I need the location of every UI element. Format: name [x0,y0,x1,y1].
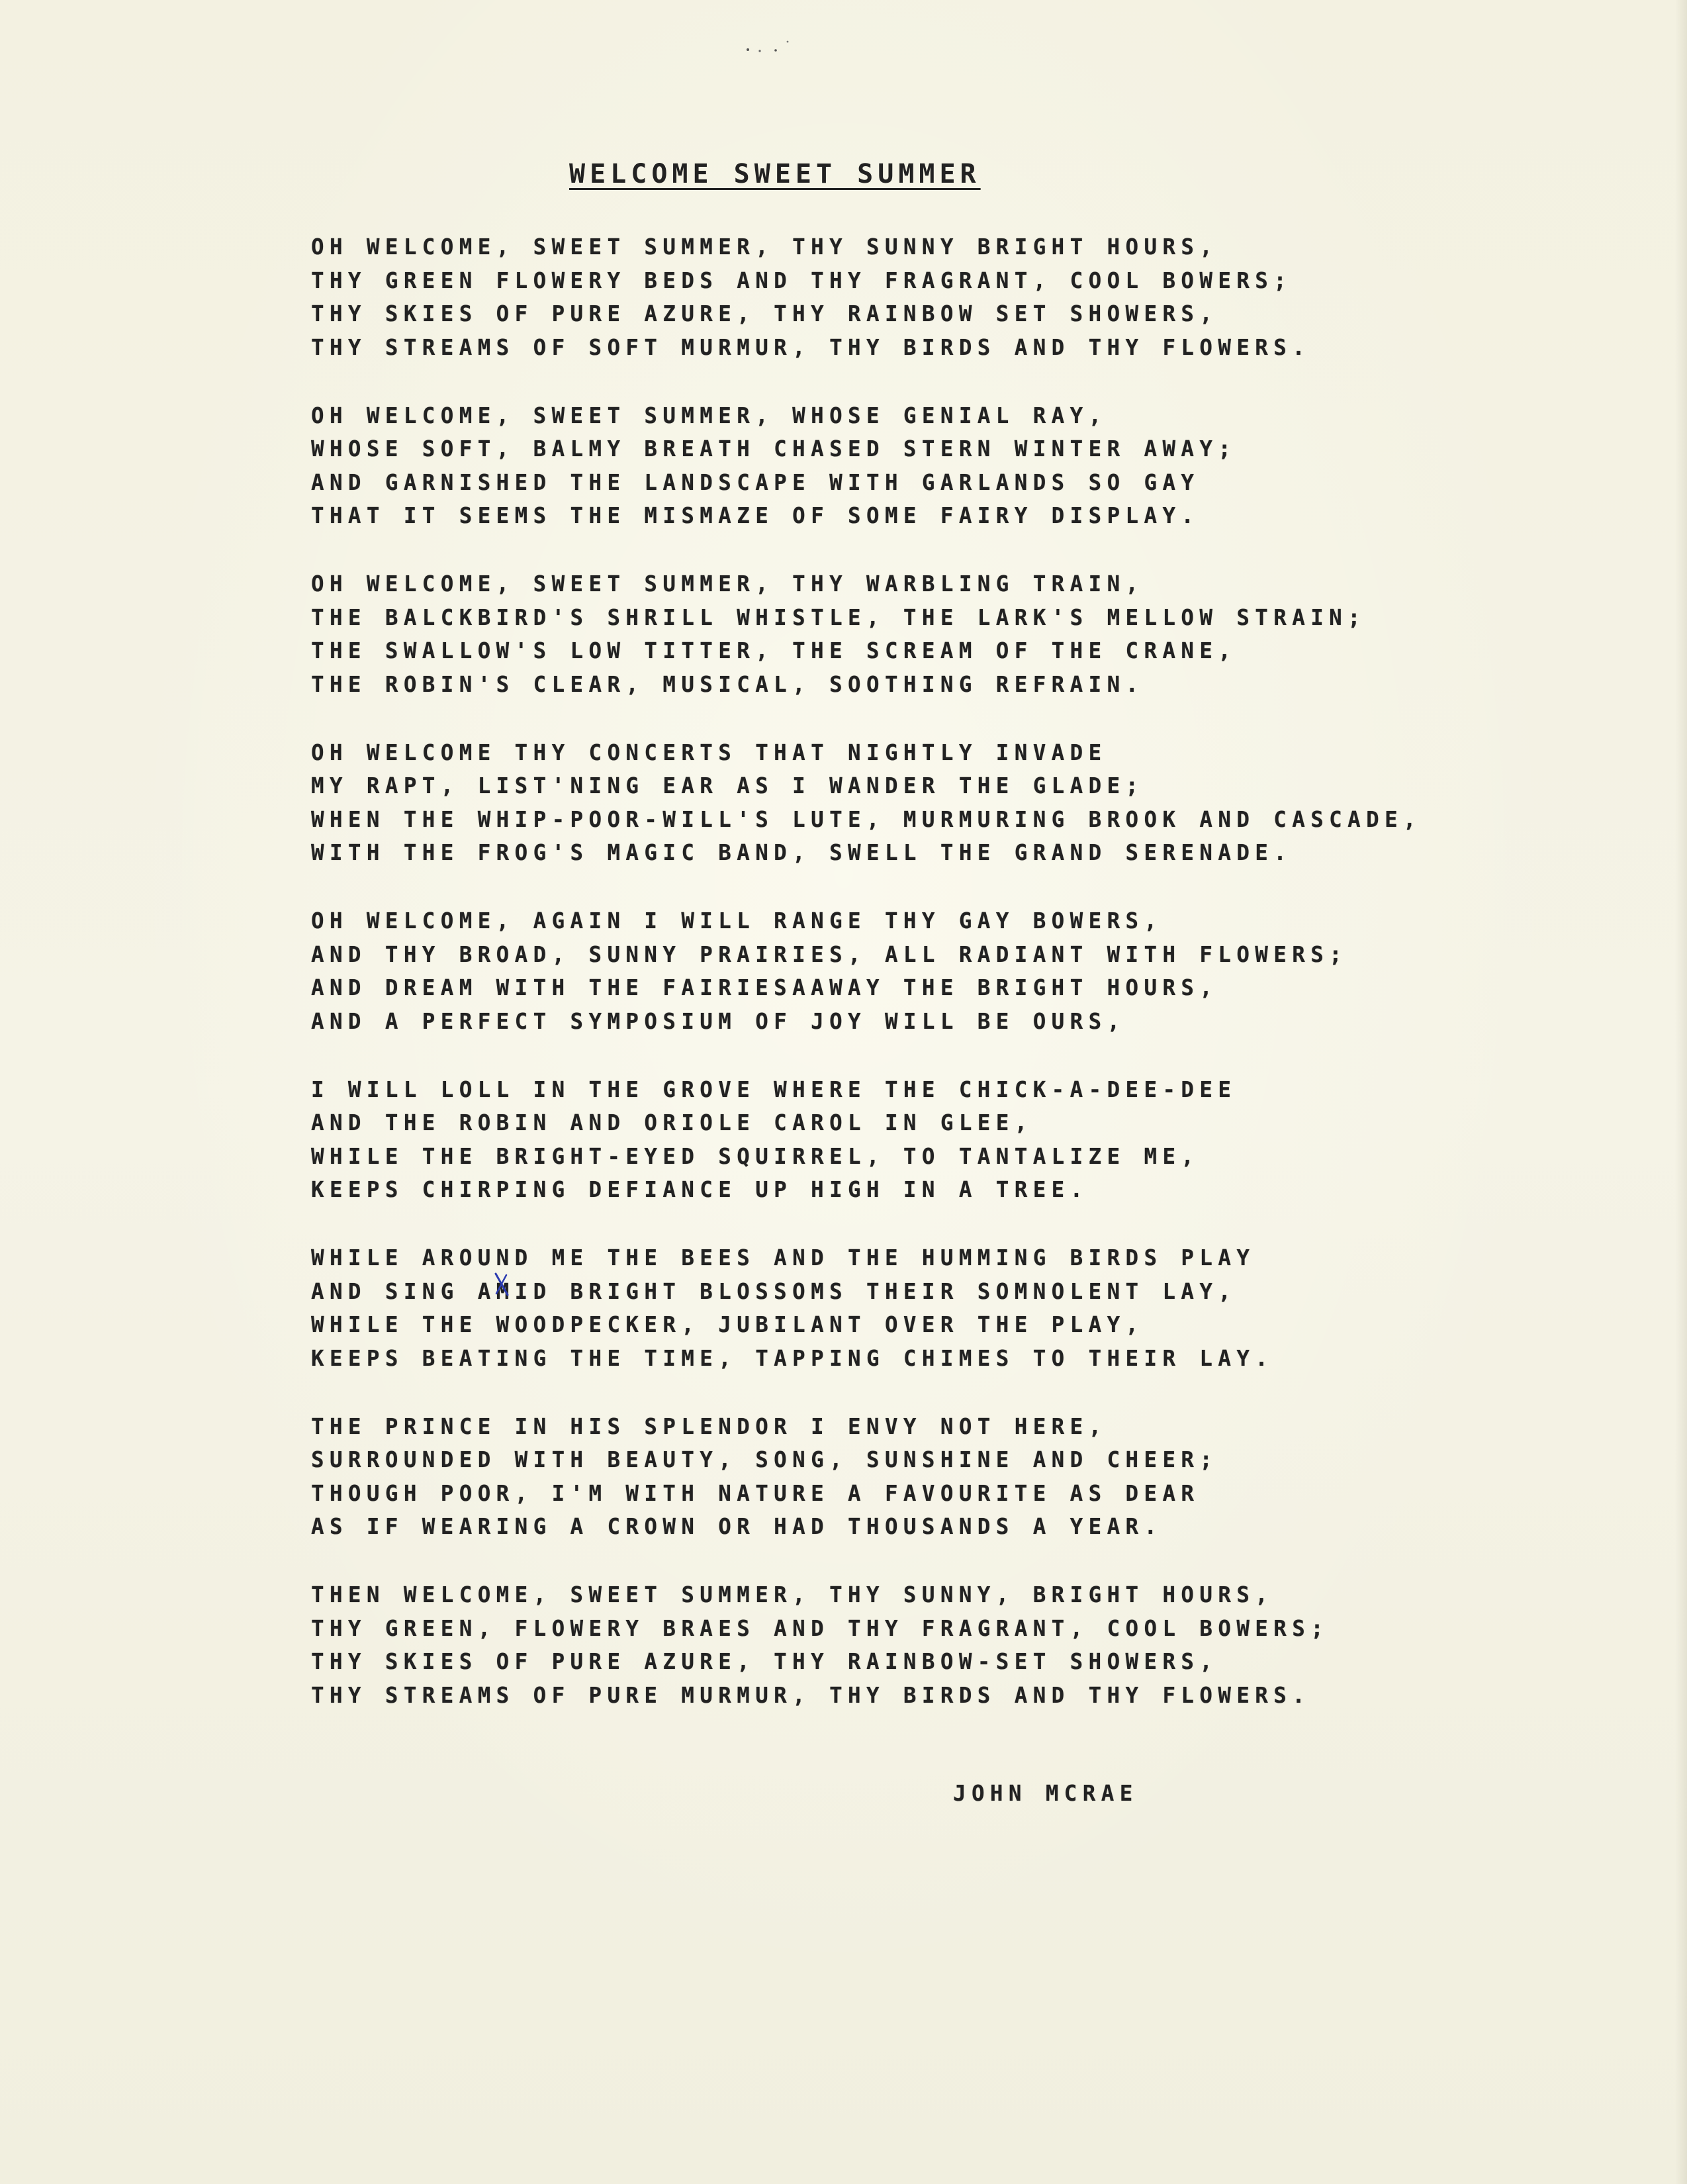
paper-edge-shadow [1675,0,1687,2184]
poem-line: KEEPS BEATING THE TIME, TAPPING CHIMES TO THEIR LAY. [311,1345,1274,1371]
poem-line: OH WELCOME, SWEET SUMMER, THY SUNNY BRIGHT HOURS, [311,234,1218,260]
poem-line: AS IF WEARING A CROWN OR HAD THOUSANDS A YEAR. [311,1514,1163,1539]
stanza [311,1578,1529,1712]
poem-title: WELCOME SWEET SUMMER [569,159,981,189]
poem-line: THE ROBIN'S CLEAR, MUSICAL, SOOTHING REFRAIN. [311,671,1144,697]
poem-line: AND THE ROBIN AND ORIOLE CAROL IN GLEE, [311,1110,1033,1135]
poem-line: WITH THE FROG'S MAGIC BAND, SWELL THE GRAND SERENADE. [311,840,1293,865]
stanza [311,1410,1529,1544]
poem-line: THAT IT SEEMS THE MISMAZE OF SOME FAIRY DISPLAY. [311,503,1200,528]
poem-line: AND A PERFECT SYMPOSIUM OF JOY WILL BE OURS, [311,1008,1126,1034]
poem-line: THE PRINCE IN HIS SPLENDOR I ENVY NOT HERE, [311,1413,1107,1439]
stanza [311,904,1529,1038]
poem-line: OH WELCOME, AGAIN I WILL RANGE THY GAY BOWERS, [311,908,1163,933]
poem-line: AND GARNISHED THE LANDSCAPE WITH GARLANDS SO GAY [311,469,1200,495]
poem-line: OH WELCOME, SWEET SUMMER, WHOSE GENIAL RAY, [311,403,1107,428]
stanza [311,230,1529,364]
poem-line: THOUGH POOR, I'M WITH NATURE A FAVOURITE AS DEAR [311,1480,1200,1506]
pen-correction-mark [493,1271,510,1298]
poem-line: AND DREAM WITH THE FAIRIESAAWAY THE BRIGHT HOURS, [311,975,1218,1000]
poem-line: AND SING AMID BRIGHT BLOSSOMS THEIR SOMNOLENT LAY, [311,1278,1237,1304]
poem-line: THY GREEN FLOWERY BEDS AND THY FRAGRANT, COOL BOWERS; [311,267,1293,293]
poem-line: OH WELCOME, SWEET SUMMER, THY WARBLING TRAIN, [311,571,1144,596]
poem-line: SURROUNDED WITH BEAUTY, SONG, SUNSHINE AND CHEER; [311,1447,1218,1472]
poem-line: THY STREAMS OF PURE MURMUR, THY BIRDS AND THY FLOWERS. [311,1682,1311,1708]
poem-body [311,230,1529,1747]
poem-line: THY STREAMS OF SOFT MURMUR, THY BIRDS AND THY FLOWERS. [311,334,1311,360]
poem-line: WHILE AROUND ME THE BEES AND THE HUMMING BIRDS PLAY [311,1245,1255,1270]
poem-line: I WILL LOLL IN THE GROVE WHERE THE CHICK-A-DEE-DEE [311,1076,1237,1102]
poem-line: THE SWALLOW'S LOW TITTER, THE SCREAM OF THE CRANE, [311,638,1237,663]
stanza [311,1241,1529,1375]
poem-line: THY SKIES OF PURE AZURE, THY RAINBOW SET SHOWERS, [311,301,1218,326]
poem-line: THE BALCKBIRD'S SHRILL WHISTLE, THE LARK'S MELLOW STRAIN; [311,604,1367,630]
poem-line: OH WELCOME THY CONCERTS THAT NIGHTLY INVADE [311,739,1107,765]
stanza [311,736,1529,870]
paper-specks [741,36,794,56]
poem-line: WHEN THE WHIP-POOR-WILL'S LUTE, MURMURING BROOK AND CASCADE, [311,806,1422,832]
poem-line: MY RAPT, LIST'NING EAR AS I WANDER THE GLADE; [311,773,1144,798]
poem-line: KEEPS CHIRPING DEFIANCE UP HIGH IN A TREE. [311,1177,1089,1202]
poem-line: THY SKIES OF PURE AZURE, THY RAINBOW-SET SHOWERS, [311,1649,1218,1674]
poem-line: AND THY BROAD, SUNNY PRAIRIES, ALL RADIANT WITH FLOWERS; [311,941,1348,967]
author-signature-line: JOHN MCRAE [953,1781,1138,1806]
stanza [311,1073,1529,1207]
poem-line: WHILE THE WOODPECKER, JUBILANT OVER THE PLAY, [311,1312,1144,1337]
poem-line: THY GREEN, FLOWERY BRAES AND THY FRAGRANT, COOL BOWERS; [311,1615,1330,1641]
stanza [311,399,1529,533]
stanza [311,567,1529,701]
poem-line: THEN WELCOME, SWEET SUMMER, THY SUNNY, BRIGHT HOURS, [311,1582,1274,1607]
poem-line: WHILE THE BRIGHT-EYED SQUIRREL, TO TANTALIZE ME, [311,1143,1200,1169]
poem-line: WHOSE SOFT, BALMY BREATH CHASED STERN WINTER AWAY; [311,436,1237,461]
